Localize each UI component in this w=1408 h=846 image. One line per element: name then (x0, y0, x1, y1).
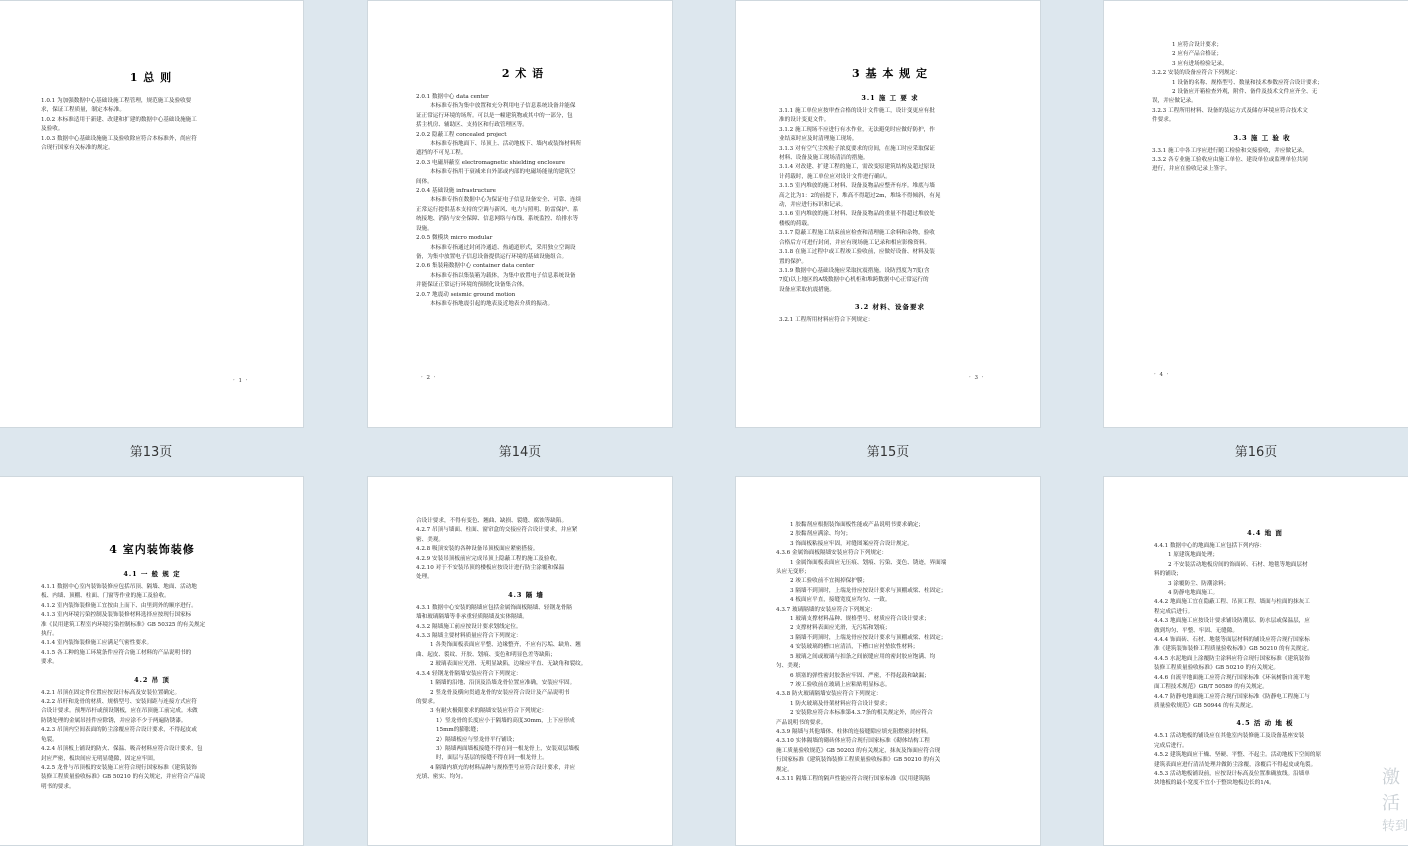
text-line: 件要求。 (1152, 117, 1175, 124)
chapter-title: 3 基 本 规 定 (852, 67, 928, 80)
document-page-17[interactable] (0, 476, 304, 846)
text-line: 3 饰面板粘接应牢固，对缝图案应符合设计规定。 (790, 540, 913, 547)
text-line: 4.3.2 隔墙施工前应按设计要求划线定位。 (416, 623, 522, 630)
text-line: 楼板的荷载。 (779, 220, 813, 227)
document-page-16[interactable] (1103, 0, 1408, 428)
text-line: 2 竣工验收前不宜揭掉保护膜； (790, 578, 869, 585)
text-line: 4.4.4 饰面砖、石材、地毯等面层材料的铺设应符合现行国家标 (1154, 637, 1310, 644)
text-line: 本标准专指为集中放置和充分利用电子信息系统设备并能保 (430, 103, 576, 110)
text-line: 3.1.2 施工现场不应进行有水作业，无法避免时应做好防护，作 (779, 126, 935, 133)
text-line: 3.1.9 数据中心基础设施应采取抗震措施。设防烈度为7度(含 (779, 267, 930, 274)
text-line: 高之比为1：2的前提下，堆高不得超过2m，堆垛不得倾斜，有晃 (779, 192, 941, 199)
text-line: 4.2.7 吊顶与墙面、柱面、窗帘盒的交接应符合设计要求，并应紧 (416, 527, 578, 534)
text-line: 3 有耐火极限要求的隔墙安装应符合下列规定： (430, 708, 548, 715)
text-line: 装修工程质量验收标准》GB 50210 的有关规定。 (1154, 665, 1280, 672)
text-line: 1.0.1 为加强数据中心基础设施工程管理，规范施工及验收要 (41, 98, 192, 104)
document-page-13[interactable] (0, 0, 304, 428)
text-line: 的要求。 (416, 698, 439, 705)
text-line: 准《民用建筑工程室内环境污染控制标准》GB 50325 的有关规定 (41, 621, 206, 628)
text-line: 4.1.4 室内装饰装修施工应满足气密性要求。 (41, 640, 153, 647)
text-line: 设施。 (416, 225, 433, 232)
text-line: 备，为集中放置电子信息设备提供运行环境的基础设施组合。 (416, 253, 568, 260)
text-line: 合设计要求。预埋吊杆或预设钢板，应在吊顶施工前完成。未做 (41, 708, 198, 715)
chapter-title: 2 术 语 (501, 67, 545, 80)
text-line: 证正常运行环境的场所。可以是一幢建筑物或其中的一部分，包 (416, 112, 573, 119)
text-line: 板、内墙、顶棚、柱面、门窗等作业的施工及验收。 (41, 593, 170, 600)
text-line: 2 不安装活动地板房间的饰面砖、石材、地毯等地面层材 (1168, 561, 1308, 568)
section-heading: 3.2 材料、设备要求 (854, 303, 926, 312)
text-line: 4.2.3 吊顶内空间表面的防尘涂覆应符合设计要求，不得起皮或 (41, 727, 197, 734)
activation-watermark (1382, 763, 1408, 834)
text-line: 3 涂覆防尘、防潮涂料； (1168, 580, 1230, 587)
text-line: 3.3.1 施工中各工序应进行随工检验和交接验收，并应做记录。 (1152, 147, 1308, 154)
text-line: 本标准专指通过封闭冷通道、热通道形式，采用独立空调设 (430, 244, 576, 251)
text-line: 2 玻璃表面应光滑、无明显缺陷，边缘应平直、无缺角和裂纹。 (430, 661, 587, 668)
text-line: 6 填塞的弹性密封胶条应牢固、严密，不得起鼓和缺漏； (790, 672, 930, 679)
text-line: 2 胶黏剂应满涂、均匀； (790, 531, 852, 538)
text-line: 2.0.2 隐蔽工程 concealed project (416, 131, 507, 138)
text-line: 准《建筑装饰装修工程质量验收标准》GB 50210 的有关规定。 (1154, 646, 1313, 653)
text-line: 1 玻璃支撑材料品种、规格型号、材质应符合设计要求； (790, 616, 930, 623)
text-line: 3.2.2 安装的设备应符合下列规定： (1152, 70, 1241, 77)
text-line: 料的铺设； (1154, 571, 1182, 578)
section-heading: 3.1 施 工 要 求 (861, 94, 919, 102)
watermark-line-2: 转到 (1382, 819, 1408, 834)
text-line: 3）隔墙两面墙板接缝不得在同一根龙骨上，安装双层墙板 (436, 745, 580, 752)
text-line: 质量验收规范》GB 50944 的有关规定。 (1154, 702, 1257, 709)
page-number: · 1 · (233, 378, 249, 384)
text-line: 1 应符合设计要求； (1172, 42, 1223, 48)
text-line: 15mm的膨胀缝； (436, 727, 482, 734)
text-line: 明书的要求。 (41, 783, 75, 790)
text-line: 7度)以上地区的A级数据中心机柜和堆跨数据中心正常运行的 (779, 277, 929, 284)
text-line: 材料、设备及施工现场清洁的措施。 (779, 155, 869, 162)
section-heading: 4.3 隔 墙 (508, 590, 544, 599)
page-label-14[interactable]: 第14页 (498, 445, 542, 460)
text-line: 封应严密，板块间应无明显缝隙，固定应牢固。 (41, 755, 159, 762)
text-line: 4 隔墙内填充的材料品种与规格型号应符合设计要求，并应 (430, 764, 576, 771)
text-line: 处理。 (416, 574, 433, 581)
text-line: 程完成后进行。 (1154, 608, 1194, 615)
text-line: 防锈处理的金属吊挂件应除锈，并应涂不少于两遍防锈漆。 (41, 717, 187, 724)
text-line: 3.1.5 室内堆放的施工材料、设备及物品应整齐有序。堆底与墙 (779, 183, 935, 190)
text-line: 2.0.6 集装箱数据中心 container data center (416, 263, 535, 270)
page-number: · 4 · (1154, 372, 1170, 378)
text-line: 4 板面应平直，接缝宽度应均匀、一致。 (790, 597, 891, 604)
text-line: 4.2.10 对于不安装吊顶的楼板应按设计进行防尘涂覆和保温 (416, 565, 565, 572)
document-page-14[interactable] (367, 0, 673, 428)
text-line: 做到均匀、平整、牢固、无缝隙。 (1154, 627, 1238, 634)
chapter-title: 4 室内装饰装修 (109, 543, 195, 556)
text-line: 密、美观。 (416, 536, 444, 543)
text-line: 2）隔墙板应与竖龙骨平行铺设； (436, 736, 518, 743)
text-line: 4.4.2 地面施工宜在隐蔽工程、吊顶工程、墙面与柱面的抹灰工 (1154, 599, 1310, 606)
text-line: 7 竣工验收前在玻璃上应粘贴明显标志。 (790, 681, 891, 688)
chapter-title: 1 总 则 (129, 71, 173, 84)
text-line: 4.4.1 数据中心的地面施工应包括下列内容： (1154, 543, 1266, 549)
text-line: 本标准专指地震引起的地表及近地表介质的振动。 (430, 300, 554, 307)
text-line: 1.0.2 本标准适用于新建、改建和扩建的数据中心基础设施施工 (41, 116, 197, 123)
text-line: 及验收。 (41, 126, 64, 133)
text-line: 施工质量验收规范》GB 50203 的有关规定，抹灰及饰面应符合现 (776, 747, 941, 754)
text-line: 3.1.1 施工单位应按审查合格的设计文件施工，设计变更应有批 (779, 108, 935, 114)
text-line: 3.1.3 对有空气尘埃粒子浓度要求的房间，在施工时应采取保证 (779, 145, 935, 152)
text-line: 本标准专指地面下、吊顶上、活动地板下、墙内或装饰材料所 (430, 141, 582, 148)
text-line: 1 原建筑地面处理； (1168, 552, 1219, 559)
text-line: 4.3.4 轻钢龙骨隔墙安装应符合下列规定： (416, 670, 522, 677)
text-line: 4.3.11 隔墙工程的隔声性能应符合现行国家标准《民用建筑隔 (776, 775, 930, 782)
text-line: 合设计要求，不得有变色、翘曲、缺损、裂缝、腐蚀等缺陷。 (416, 518, 568, 524)
text-line: 4.2.8 吸顶安装的各种设备吊顶板面应紧密搭接。 (416, 546, 539, 553)
text-line: 4.3.3 隔墙主要材料质量应符合下列规定： (416, 633, 522, 640)
text-line: 4 安装玻璃的槽口应清洁，下槽口应衬垫软性材料； (790, 644, 919, 651)
text-line: 完成后进行。 (1154, 742, 1188, 749)
text-line: 4.4.5 水泥地面上涂覆防尘涂料应符合现行国家标准《建筑装饰 (1154, 655, 1310, 662)
text-line: 龟裂。 (41, 736, 58, 743)
text-line: 4.4.7 防静电地面施工应符合现行国家标准《防静电工程施工与 (1154, 693, 1310, 700)
text-line: 3.2.1 工程所用材料应符合下列规定： (779, 317, 874, 324)
page-label-15[interactable]: 第15页 (866, 445, 910, 460)
text-line: 4.4.6 自流平地面施工应符合现行国家标准《环氧树脂自流平地 (1154, 674, 1310, 681)
text-line: 2.0.7 地震动 seismic ground motion (416, 291, 516, 298)
section-heading: 3.3 施 工 验 收 (1233, 133, 1291, 142)
text-line: 块地板的最小宽度不宜小于整块地板边长的1/4。 (1154, 780, 1275, 787)
text-line: 4.1.3 室内环境污染控制及装饰装修材料选择应按现行国家标 (41, 612, 192, 619)
page-number: · 3 · (969, 375, 985, 381)
text-line: 并能保证正常运行环境的预制化设备集合体。 (416, 282, 528, 289)
text-line: 1）竖龙骨的长度应小于隔墙的高度30mm，上下应形成 (436, 717, 575, 724)
text-line: 2 应有产品合格证； (1172, 51, 1223, 58)
text-line: 3 应有进场检验记录。 (1172, 60, 1228, 67)
text-line: 正常运行提供基本支持的空调与新风、电力与照明、防雷保护、系 (416, 206, 579, 213)
text-line: 4.1.5 各工种的施工环境条件应符合施工材料的产品说明书的 (41, 649, 192, 656)
text-line: 3.1.6 室内堆放的施工材料、设备及物品的重量不得超过堆放处 (779, 211, 935, 218)
text-line: 误，并应做记录。 (1152, 98, 1197, 105)
text-line: 1 隔墙的沿地、沿顶及沿墙龙骨位置应准确，安装应牢固。 (430, 680, 576, 687)
text-line: 本标准专指以集装箱为载体，为集中放置电子信息系统设备 (430, 272, 576, 279)
text-line: 4.2.5 龙骨与吊顶板的安装施工应符合现行国家标准《建筑装饰 (41, 764, 197, 771)
text-line: 墙和玻璃隔墙等非承重轻质隔墙及实体隔墙。 (416, 614, 528, 621)
text-line: 2.0.5 微模块 micro modular (416, 235, 493, 242)
text-line: 充填、密实、均匀。 (416, 774, 467, 781)
text-line: 3.2.3 工程所用材料、设备的装运方式及储存环境应符合技术文 (1152, 107, 1308, 114)
document-page-18[interactable] (367, 476, 673, 846)
text-line: 行国家标准《建筑装饰装修工程质量验收标准》GB 50210 的有关 (776, 757, 941, 764)
text-line: 4.5.3 活动地板铺设前，应按设计标高及位置准确放线。沿墙单 (1154, 770, 1310, 777)
text-line: 4.2.9 安装吊顶板前应完成吊顶上隐蔽工程的施工及验收。 (416, 555, 561, 562)
text-line: 4.3.8 防火玻璃隔墙安装应符合下列规定： (776, 691, 882, 698)
text-line: 间体。 (416, 178, 433, 185)
text-line: 4.1.2 室内装饰装修施工宜按由上而下、由里到外的顺序进行。 (41, 602, 197, 609)
text-line: 装修工程质量验收标准》GB 50210 的有关规定，并应符合产品说 (41, 774, 206, 781)
text-line: 规定。 (776, 766, 793, 773)
text-line: 要求。 (41, 659, 58, 666)
text-line: 1 各类饰面板表面应平整、边缘整齐，不应有污垢、缺角、翘 (430, 642, 581, 649)
text-line: 3.1.4 对改建、扩建工程的施工，需改变原建筑结构及超过原设 (779, 164, 935, 171)
text-line: 1 设备的名称、规格型号、数量和技术参数应符合设计要求； (1172, 79, 1323, 86)
text-line: 产品说明书的要求。 (776, 719, 827, 726)
text-line: 3.1.7 隐蔽工程施工结束前应检查和清理施工余料和杂物，验收 (779, 230, 935, 237)
text-line: 求，保证工程质量，制定本标准。 (41, 107, 125, 114)
text-line: 头应无变形； (776, 569, 810, 576)
text-line: 置的保护。 (779, 258, 807, 265)
text-line: 执行。 (41, 631, 58, 638)
text-line: 3.3.2 各专业施工验收应由施工单位、建设单位或监理单位共同 (1152, 157, 1308, 164)
text-line: 进行，并应在验收记录上签字。 (1152, 166, 1231, 173)
text-line: 1 防火玻璃及骨架材料应符合设计要求； (790, 700, 891, 707)
text-line: 曲、起皮、裂纹、开胶、划痕、变色和明显色差等缺陷； (416, 651, 556, 658)
text-line: 4.4.3 地面施工应按设计要求铺设防潮层、防水层或保温层，应 (1154, 618, 1310, 625)
text-line: 5 玻璃之间或玻璃与扣条之间嵌缝应用的密封胶应饱满、均 (790, 653, 936, 660)
text-line: 4.3.10 实体隔墙的砌砖体应符合现行国家标准《砌体结构工程 (776, 738, 930, 745)
section-heading: 4.4 地 面 (1247, 529, 1283, 537)
text-line: 4 防静电地面施工。 (1168, 590, 1219, 597)
text-line: 本标准专指在数据中心为保证电子信息设备安全、可靠、连续 (430, 197, 582, 204)
text-line: 准的设计变更文件。 (779, 117, 830, 124)
text-line: 2 安装除应符合本标准第4.3.7条的相关规定外，尚应符合 (790, 710, 933, 717)
document-page-20[interactable] (1103, 476, 1408, 846)
text-line: 2 支撑材料表面应光滑，无污垢和划痕； (790, 625, 891, 632)
text-line: 4.3.6 金属饰面板隔墙安装应符合下列规定： (776, 550, 888, 557)
text-line: 合格后方可进行封闭，并应有现场施工记录和相应影像资料。 (779, 239, 931, 246)
text-line: 4.3.9 隔墙与其他墙体、柱体的连接缝隙应填充阻燃密封材料。 (776, 728, 932, 735)
text-line: 2.0.3 电磁屏蔽室 electromagnetic shielding enclosure (416, 159, 566, 166)
text-line: 4.1.1 数据中心室内装饰装修应包括吊顶、隔墙、地面、活动地 (41, 584, 197, 590)
text-line: 4.3.7 玻璃隔墙的安装应符合下列规定： (776, 606, 876, 613)
page-label-13[interactable]: 第13页 (129, 445, 173, 460)
text-line: 统接地、消防与安全保障、信息网络与布线、系统监控、给排水等 (416, 216, 579, 223)
text-line: 面工程技术规范》GB/T 50589 的有关规定。 (1154, 684, 1268, 691)
text-line: 括主机房、辅助区、支持区和行政管理区等。 (416, 122, 528, 129)
document-page-15[interactable] (735, 0, 1041, 428)
page-number: · 2 · (421, 375, 437, 381)
page-label-16[interactable]: 第16页 (1234, 445, 1278, 460)
text-line: 4.5.1 活动地板的铺设应在其他室内装修施工及设备基座安装 (1154, 733, 1305, 740)
section-heading: 4.5 活 动 地 板 (1236, 719, 1294, 728)
text-line: 4.2.4 吊顶板上铺设的防火、保温、吸音材料应符合设计要求，包 (41, 746, 203, 753)
text-line: 设备应采取抗震措施。 (779, 286, 835, 293)
text-line: 1 金属饰面板表面应无压痕、划痕、污染、变色、锈迹，界面端 (790, 559, 947, 566)
text-line: 1 胶黏剂应根据装饰面板性能或产品说明书要求确定； (790, 522, 924, 528)
text-line: 2 设备应开箱检查外观，附件、备件及技术文件应齐全、无 (1172, 89, 1318, 96)
text-line: 4.5.2 建筑地面应干燥、坚硬、平整、不起尘。活动地板下空间的原 (1154, 752, 1322, 759)
text-line: 4.3.1 数据中心安装的隔墙应包括金属饰面板隔墙、轻钢龙骨隔 (416, 604, 572, 611)
section-heading: 4.2 吊 顶 (134, 675, 170, 684)
text-line: 动，并应进行标识和记录。 (779, 202, 847, 209)
document-page-19[interactable] (735, 476, 1041, 846)
text-line: 4.2.1 吊顶在固定件位置应按设计标高及安装位置确定。 (41, 689, 181, 696)
text-line: 本标准专指用于衰减来自外部或内部的电磁场能量的建筑空 (430, 169, 576, 176)
text-line: 3 隔墙不到顶时，上端龙骨应按设计要求与顶棚或梁、柱固定； (790, 587, 947, 594)
text-line: 2.0.1 数据中心 data center (416, 94, 489, 100)
text-line: 1.0.3 数据中心基础设施施工及验收除应符合本标准外，尚应符 (41, 135, 197, 142)
text-line: 建筑表面应进行清洁处理并做防尘涂覆，涂覆后不得起皮或龟裂。 (1154, 761, 1317, 768)
text-line: 匀、美观； (776, 663, 804, 670)
text-line: 遮挡的不可见工程。 (416, 150, 467, 157)
text-line: 时，面层与基层的接缝不得在同一根龙骨上。 (436, 755, 548, 762)
section-heading: 4.1 一 般 规 定 (123, 570, 181, 578)
text-line: 2 竖龙骨及横向贯通龙骨的安装应符合设计及产品说明书 (430, 689, 570, 696)
text-line: 合现行国家有关标准的规定。 (41, 145, 114, 152)
text-line: 3.1.8 在施工过程中或工程竣工验收前，应做好设备、材料及装 (779, 249, 935, 256)
text-line: 业结束时应及时清理施工现场。 (779, 136, 858, 143)
text-line: 计荷载时，施工单位应对设计文件进行确认。 (779, 173, 891, 180)
text-line: 4.2.2 吊杆和龙骨的材质、规格型号、安装间距与连接方式应符 (41, 699, 197, 706)
text-line: 3 隔墙不到顶时，上端龙骨应按设计要求与顶棚或梁、柱固定； (790, 634, 947, 641)
text-line: 2.0.4 基础设施 infrastructure (416, 188, 496, 195)
watermark-line-1: 激活 (1382, 767, 1400, 814)
